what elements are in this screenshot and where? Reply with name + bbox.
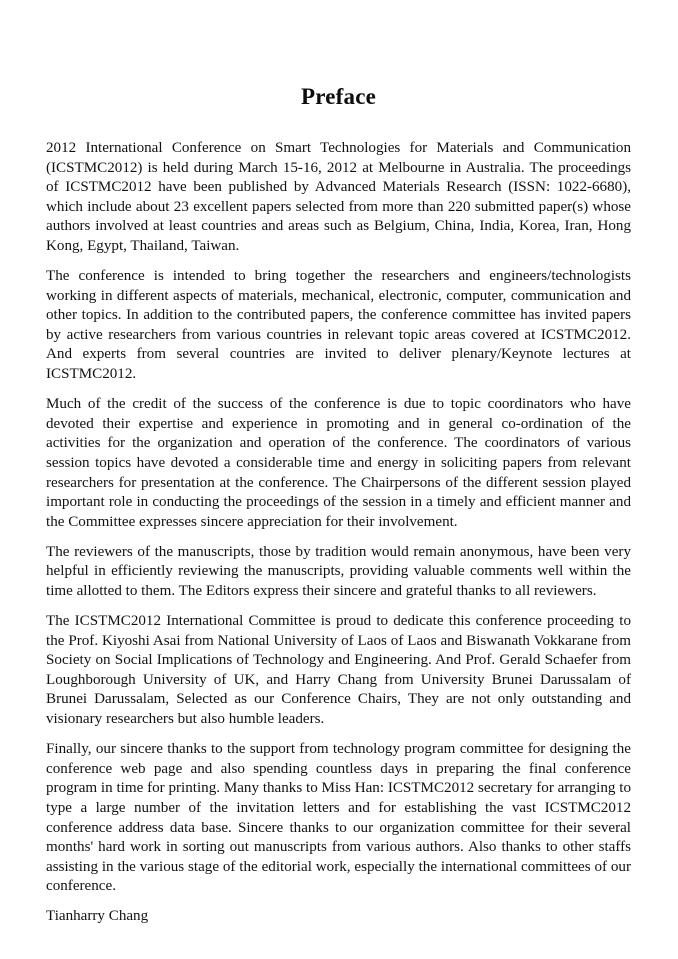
paragraph: The ICSTMC2012 International Committee is proud to dedicate this conference proceeding to the Prof. Kiyoshi Asai from National University of Laos of Laos and Biswanath Vokkarane from Society on Social Implications of Technology and Engineering. And Prof. Gerald Schaefer from Loughborough University of UK, and Harry Chang from University Brunei Darussalam of Brunei Darussalam, Selected as our Conference Chairs, They are not only outstanding and visionary researchers but also humble leaders. — [46, 613, 631, 728]
paragraph: 2012 International Conference on Smart Technologies for Materials and Communication (ICSTMC2012) is held during March 15-16, 2012 at Melbourne in Australia. The proceedings of ICSTMC2012 have been published by Advanced Materials Research (ISSN: 1022-6680), which include about 23 excellent papers selected from more than 220 submitted paper(s) whose authors involved at least countries and areas such as Belgium, China, India, Korea, Iran, Hong Kong, Egypt, Thailand, Taiwan. — [46, 140, 631, 254]
document-body — [46, 110, 631, 927]
paragraph: The reviewers of the manuscripts, those by tradition would remain anonymous, have been very helpful in efficiently reviewing the manuscripts, providing valuable comments well within the time allotted to them. The Editors express their sincere and grateful thanks to all reviewers. — [46, 543, 631, 599]
paragraph: Much of the credit of the success of the conference is due to topic coordinators who have devoted their expertise and experience in promoting and in general co-ordination of the activities for the organization and operation of the conference. The coordinators of various session topics have devoted a considerable time and energy in soliciting papers from relevant researchers for presentation at the conference. The Chairpersons of the different session played important role in conducting the proceedings of the session in a timely and efficient manner and the Committee expresses sincere appreciation for their involvement. — [46, 396, 631, 530]
signature: Tianharry Chang — [46, 908, 149, 925]
paragraph: The conference is intended to bring together the researchers and engineers/technologists working in different aspects of materials, mechanical, electronic, computer, communication and other topics. In addition to the contributed papers, the conference committee has invited papers by active researchers from various countries in relevant topic areas covered at ICSTMC2012. And experts from several countries are invited to deliver plenary/Keynote lectures at ICSTMC2012. — [46, 268, 631, 383]
document-content — [46, 0, 631, 927]
paragraph: Finally, our sincere thanks to the support from technology program committee for designing the conference web page and also spending countless days in preparing the final conference program in time for printing. Many thanks to Miss Han: ICSTMC2012 secretary for arranging to type a large number of the invitation letters and for establishing the vast ICSTMC2012 conference address data base. Sincere thanks to our organization committee for their several months' hard work in sorting out manuscripts from various authors. Also thanks to other staffs assisting in the various stage of the editorial work, especially the international committees of our conference. — [46, 741, 631, 895]
page-title: Preface — [300, 84, 377, 109]
